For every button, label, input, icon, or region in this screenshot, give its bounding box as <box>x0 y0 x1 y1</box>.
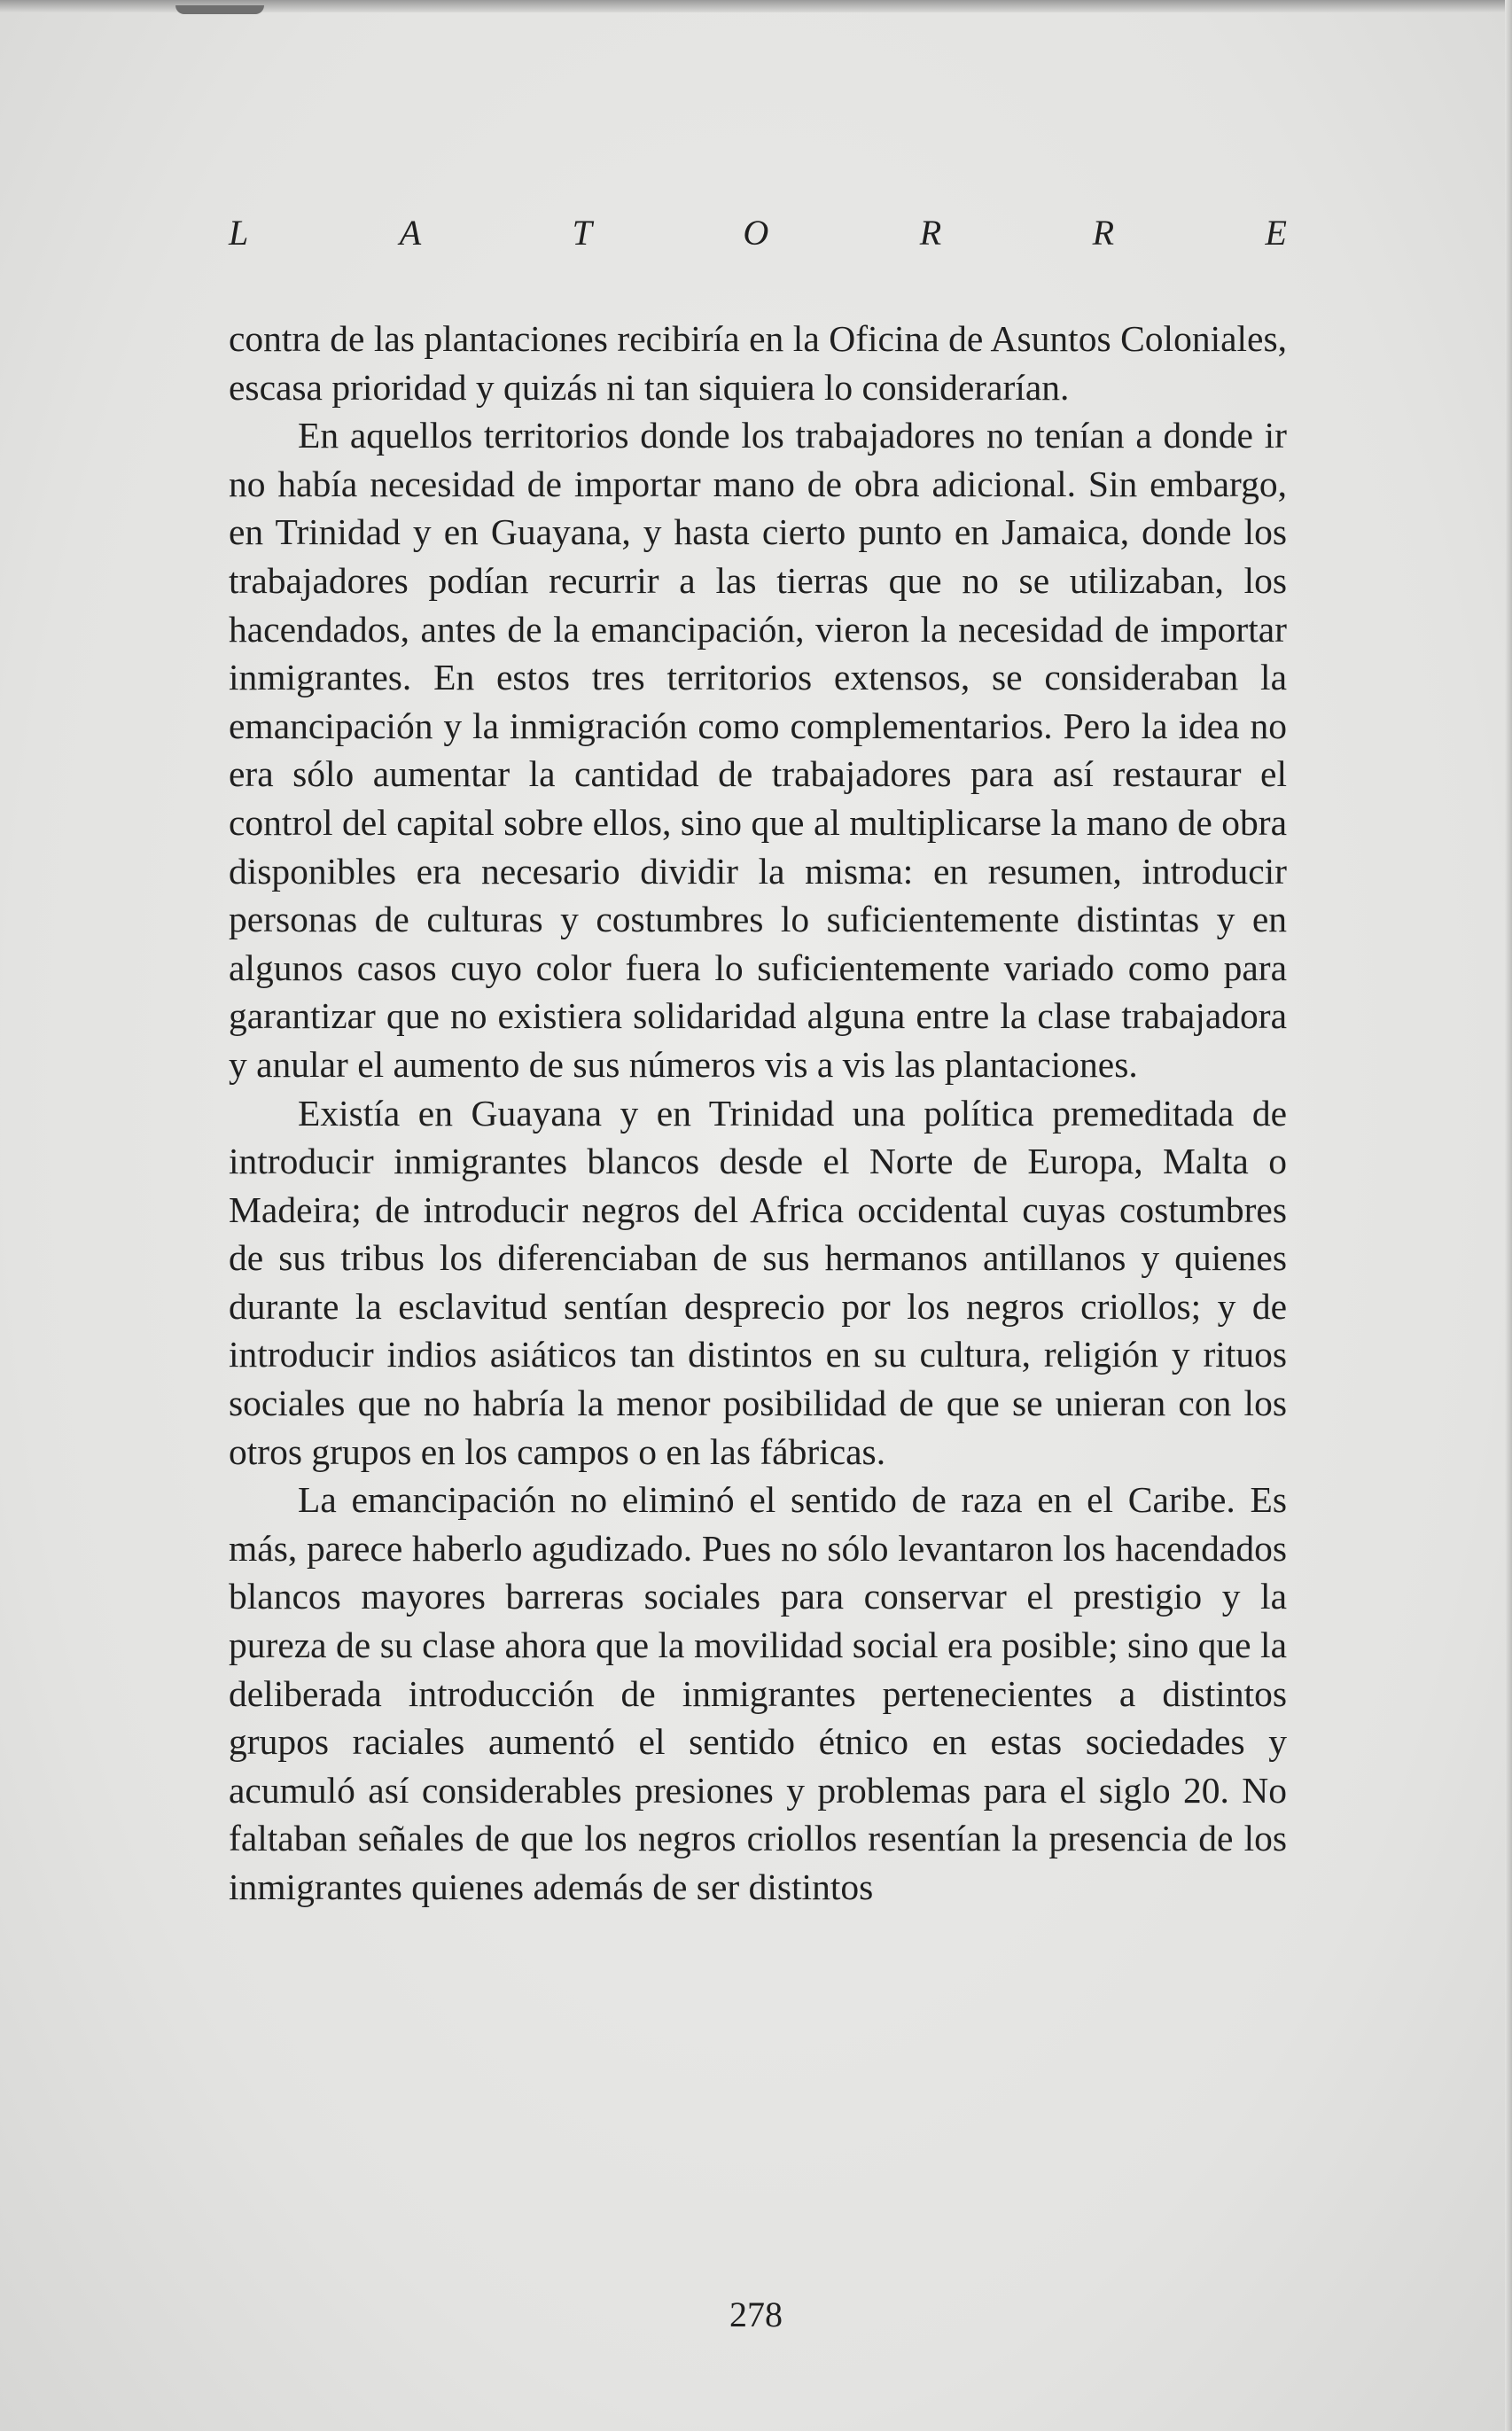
running-head-letter: L <box>229 212 249 253</box>
running-head <box>229 206 1287 259</box>
paragraph: Existía en Guayana y en Trinidad una política premeditada de introducir inmigrantes blancos desde el Norte de Europa, Malta o Madeira; de introducir negros del Africa occidental cuyas costumbres de sus tribus los diferenciaban de sus hermanos antillanos y quienes durante la esclavitud sentían desprecio por los negros criollos; y de introducir indios asiáticos tan distintos en su cultura, religión y rituos sociales que no habría la menor posibilidad de que se unieran con los otros grupos en los campos o en las fábricas. <box>229 1092 1287 1472</box>
running-head-letter: R <box>919 212 942 253</box>
paragraph: En aquellos territorios donde los trabajadores no tenían a donde ir no había necesidad de importar mano de obra adicional. Sin embargo, en Trinidad y en Guayana, y hasta cierto punto en Jamaica, donde los trabajadores podían recurrir a las tierras que no se utilizaban, los hacendados, antes de la emancipación, vieron la necesidad de importar inmigrantes. En estos tres territorios extensos, se consideraban la emancipación y la inmigración como complementarios. Pero la idea no era sólo aumentar la cantidad de trabajadores para así restaurar el control del capital sobre ellos, sino que al multiplicarse la mano de obra disponibles era necesario dividir la misma: en resumen, introducir personas de culturas y costumbres lo suficientemente distintas y en algunos casos cuyo color fuera lo suficientemente variado como para garantizar que no existiera solidaridad alguna entre la clase trabajadora y anular el aumento de sus números vis a vis las plantaciones. <box>229 415 1287 1085</box>
running-head-letter: R <box>1092 212 1115 253</box>
running-head-letter: A <box>399 212 422 253</box>
paragraph: La emancipación no eliminó el sentido de raza en el Caribe. Es más, parece haberlo agudizado. Pues no sólo levantaron los hacendados blancos mayores barreras sociales para conservar el prestigio y la pureza de su clase ahora que la movilidad social era posible; sino que la deliberada introducción de inmigrantes pertenecientes a distintos grupos raciales aumentó el sentido étnico en estas sociedades y acumuló así considerables presiones y problemas para el siglo 20. No faltaban señales de que los negros criollos resentían la presencia de los inmigrantes quienes además de ser distintos <box>229 1479 1287 1907</box>
body-text <box>229 315 1287 1912</box>
running-head-letter: T <box>572 212 592 253</box>
paragraph-continuation: contra de las plantaciones recibiría en la Oficina de Asuntos Coloniales, escasa prioridad y quizás ni tan siquiera lo considerarían. <box>229 318 1287 408</box>
running-head-letter: E <box>1265 212 1287 253</box>
scan-right-edge <box>1505 0 1512 2431</box>
running-head-letter: O <box>743 212 769 253</box>
page-number: 278 <box>729 2295 783 2334</box>
scan-mark <box>175 5 264 14</box>
